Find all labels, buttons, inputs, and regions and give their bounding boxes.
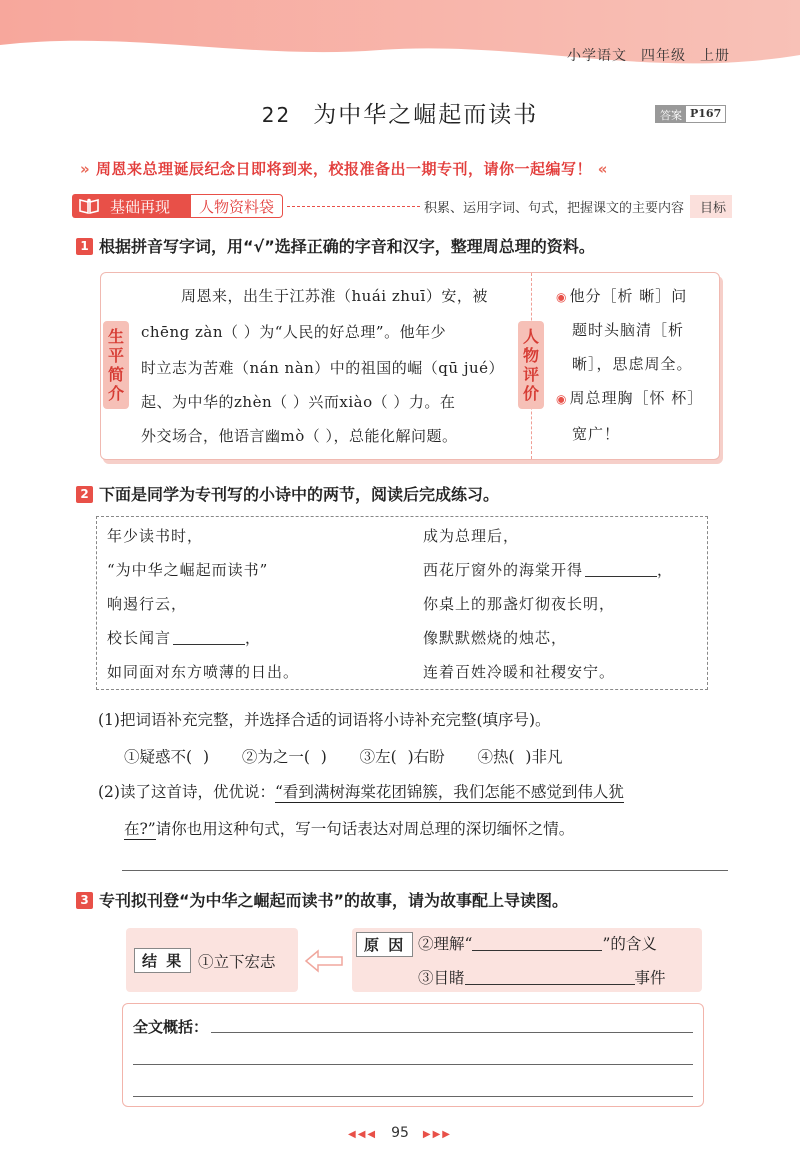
question-3-number: 3 [76, 892, 93, 909]
cause-blank-2[interactable] [465, 971, 635, 985]
book-info [553, 45, 730, 65]
review-line-4-text: 周总理胸［怀 杯］ [569, 389, 704, 407]
cause-blank-1[interactable] [472, 937, 602, 951]
question-1-text: 根据拼音写字词，用“√”选择正确的字音和汉字，整理周总理的资料。 [99, 237, 595, 256]
subject-label: 小学语文 [567, 48, 627, 64]
question-1-prompt [76, 234, 595, 257]
bio-line-3: 时立志为苦难（nán nàn）中的祖国的崛（qū jué） [141, 359, 505, 377]
summary-box [122, 1003, 704, 1107]
bio-tag [103, 321, 129, 409]
intro-banner [80, 158, 730, 179]
question-2-text: 下面是同学为专刊写的小诗中的两节，阅读后完成练习。 [99, 485, 500, 504]
bio-line-2: chēng zàn（ ）为“人民的好总理”。他年少 [141, 323, 447, 341]
bio-tag-text: 生平简介 [108, 327, 125, 403]
cause-line-2 [418, 966, 666, 988]
next-arrows-icon: ▶▶▶ [422, 1129, 452, 1140]
poem-left-line-1: 年少读书时， [107, 527, 204, 545]
summary-line-2[interactable] [133, 1064, 693, 1065]
section-sub-label: 人物资料袋 [190, 194, 283, 218]
bio-line-5: 外交场合，他语言幽mò（ ），总能化解问题。 [141, 427, 458, 445]
intro-left-chevron-icon: » [80, 160, 91, 178]
review-section [523, 273, 721, 459]
q2-options [124, 745, 562, 767]
bio-line-1: 周恩来，出生于江苏淮（huái zhuī）安，被 [181, 287, 488, 305]
review-line-3: 晰］，思虑周全。 [572, 355, 693, 373]
poem-comma-2: ， [657, 561, 674, 579]
poem-blank-1[interactable] [173, 631, 245, 645]
lesson-number: 22 [261, 103, 292, 127]
q2-sub1: (1)把词语补充完整，并选择合适的词语将小诗补充完整(填序号)。 [98, 711, 551, 729]
poem-right-line-2-text: 西花厅窗外的海棠开得 [423, 561, 584, 579]
q2-sub2-intro: (2)读了这首诗，优优说： [98, 783, 275, 801]
intro-text: 周恩来总理诞辰纪念日即将到来，校报准备出一期专刊，请你一起编写！ [95, 160, 592, 178]
answer-label: 答案 [656, 106, 686, 122]
section-description: 积累、运用字词、句式，把握课文的主要内容 [423, 200, 684, 216]
volume-label: 上册 [700, 48, 730, 64]
q2-sub2-instruction: 请你也用这种句式，写一句话表达对周总理的深切缅怀之情。 [155, 820, 575, 838]
option-2: ②为之一( ) [241, 748, 327, 766]
lesson-title-text: 为中华之崛起而读书 [313, 102, 539, 128]
summary-line-1[interactable] [211, 1032, 693, 1033]
section-main-label: 基础再现 [106, 194, 178, 218]
review-tag-text: 人物评价 [523, 327, 540, 403]
option-4: ④热( )非凡 [477, 748, 563, 766]
grade-label: 四年级 [641, 48, 686, 64]
bio-section [101, 273, 531, 459]
cause-1-prefix: ②理解“ [418, 935, 473, 953]
summary-label: 全文概括： [133, 1018, 209, 1036]
target-badge: 目标 [690, 195, 732, 218]
review-tag [518, 321, 544, 409]
review-line-4 [556, 387, 703, 408]
poem-right-line-4: 像默默燃烧的烛芯， [423, 629, 568, 647]
answer-page: P167 [690, 107, 722, 120]
cause-box [352, 928, 702, 992]
poem-right-line-2 [423, 559, 673, 580]
section-dashed-line [287, 206, 420, 207]
question-3-prompt [76, 888, 568, 911]
header-wave-banner [0, 0, 800, 80]
bullet-icon: ◉ [556, 392, 568, 406]
intro-right-chevron-icon: « [597, 160, 608, 178]
summary-line-3[interactable] [133, 1096, 693, 1097]
q2-answer-line[interactable] [122, 870, 728, 871]
question-3-text: 专刊拟刊登“为中华之崛起而读书”的故事，请为故事配上导读图。 [99, 891, 569, 910]
review-line-5: 宽广！ [572, 425, 621, 443]
poem-right-line-3: 你桌上的那盏灯彻夜长明， [423, 595, 616, 613]
q2-quote-part1: “看到满树海棠花团锦簇，我们怎能不感觉到伟人犹 [274, 783, 624, 801]
poem-right-line-5: 连着百姓冷暖和社稷安宁。 [423, 663, 616, 681]
q2-quote-part2: 在?” [124, 820, 156, 838]
page-footer [0, 1125, 800, 1141]
result-tag: 结 果 [134, 948, 191, 973]
review-line-2: 题时头脑清［析 [572, 321, 685, 339]
q2-sub2-line2 [124, 817, 574, 839]
cause-2-prefix: ③目睹 [418, 969, 465, 987]
prev-arrows-icon: ◀◀◀ [348, 1129, 378, 1140]
cause-tag: 原 因 [356, 932, 413, 957]
poem-box [96, 516, 708, 690]
poem-left-line-5: 如同面对东方喷薄的日出。 [107, 663, 300, 681]
left-arrow-icon [304, 948, 344, 974]
poem-blank-2[interactable] [585, 563, 657, 577]
poem-left-line-2: “为中华之崛起而读书” [107, 561, 269, 579]
result-box [126, 928, 298, 992]
option-3: ③左( )右盼 [359, 748, 445, 766]
section-divider [178, 194, 190, 218]
section-header [72, 194, 732, 218]
book-icon [72, 194, 106, 218]
question-1-number: 1 [76, 238, 93, 255]
poem-left-line-4 [107, 627, 261, 648]
result-text: ①立下宏志 [198, 953, 276, 971]
review-line-1 [556, 285, 687, 306]
bullet-icon: ◉ [556, 290, 568, 304]
cause-2-suffix: 事件 [634, 969, 666, 987]
answer-reference-badge[interactable] [655, 105, 726, 123]
question-2-prompt [76, 482, 499, 505]
option-1: ①疑惑不( ) [124, 748, 210, 766]
poem-right-line-1: 成为总理后， [423, 527, 520, 545]
poem-comma-1: ， [245, 629, 262, 647]
cause-1-suffix: ”的含义 [602, 935, 657, 953]
cause-line-1 [418, 932, 657, 954]
review-line-1-text: 他分［析 晰］问 [569, 287, 688, 305]
poem-left-line-4-text: 校长闻言 [107, 629, 172, 647]
bio-line-4: 起、为中华的zhèn（ ）兴而xiào（ ）力。在 [141, 393, 456, 411]
page-number: 95 [391, 1125, 409, 1141]
q2-sub2-line1 [98, 780, 624, 802]
bio-card [100, 272, 720, 460]
question-2-number: 2 [76, 486, 93, 503]
poem-left-line-3: 响遏行云， [107, 595, 188, 613]
